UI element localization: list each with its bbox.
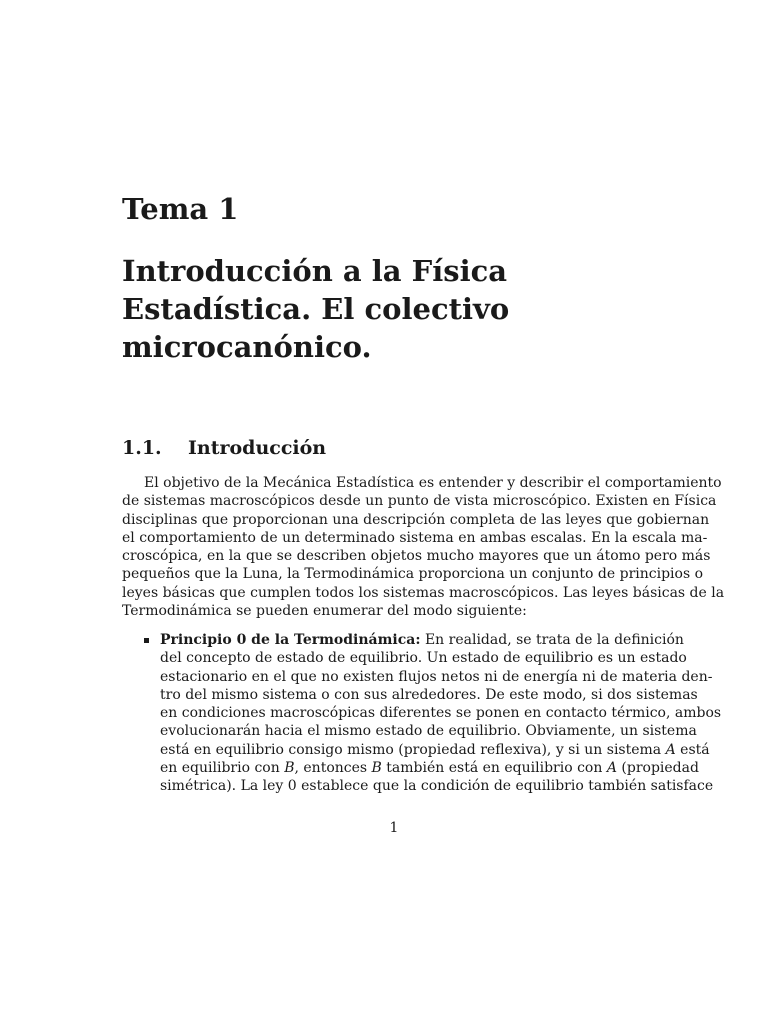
bullet-square-icon	[144, 638, 149, 643]
bullet-text	[160, 631, 722, 796]
section-number: 1.1.	[122, 437, 162, 459]
paragraph-line: Termodinámica se pueden enumerar del modo siguiente:	[122, 603, 527, 620]
paragraph-line: El objetivo de la Mecánica Estadística es entender y describir el comportamiento	[144, 475, 722, 491]
bullet-line: está en equilibrio consigo mismo (propiedad reflexiva), y si un sistema A está	[160, 741, 710, 758]
bullet-line: en equilibrio con B, entonces B también está en equilibrio con A (propiedad	[160, 760, 699, 777]
chapter-title	[122, 252, 662, 366]
bullet-line: del concepto de estado de equilibrio. Un estado de equilibrio es un estado	[160, 650, 687, 667]
chapter-title-line: Estadística. El colectivo	[122, 292, 510, 326]
bullet-line: tro del mismo sistema o con sus alrededores. De este modo, si dos sistemas	[160, 686, 698, 703]
math-variable: B	[284, 760, 295, 777]
intro-paragraph	[122, 474, 725, 620]
math-variable: A	[606, 760, 617, 777]
paragraph-line: el comportamiento de un determinado sistema en ambas escalas. En la escala ma-	[122, 529, 708, 546]
bullet-line: en condiciones macroscópicas diferentes se ponen en contacto térmico, ambos	[160, 705, 722, 722]
bullet-first-line-rest: En realidad, se trata de la definición	[420, 632, 684, 648]
paragraph-line: pequeños que la Luna, la Termodinámica proporciona un conjunto de principios o	[122, 566, 704, 583]
math-variable: A	[665, 741, 676, 758]
chapter-title-line: microcanónico.	[122, 330, 372, 364]
page-number: 1	[389, 820, 399, 836]
bullet-line: estacionario en el que no existen flujos netos ni de energía ni de materia den-	[160, 668, 713, 685]
paragraph-line: leyes básicas que cumplen todos los sistemas macroscópicos. Las leyes básicas de la	[122, 584, 725, 601]
bullet-line: evolucionarán hacia el mismo estado de equilibrio. Obviamente, un sistema	[160, 723, 697, 740]
bullet-line: simétrica). La ley 0 establece que la condición de equilibrio también satisface	[160, 778, 714, 795]
math-variable: B	[371, 760, 382, 777]
paragraph-line: de sistemas macroscópicos desde un punto de vista microscópico. Existen en Física	[122, 493, 717, 510]
bullet-first-line	[160, 631, 684, 649]
bullet-lead: Principio 0 de la Termodinámica:	[160, 632, 421, 648]
chapter-label: Tema 1	[122, 192, 239, 226]
paragraph-line: croscópica, en la que se describen objetos mucho mayores que un átomo pero más	[122, 548, 711, 565]
paragraph-line: disciplinas que proporcionan una descripción completa de las leyes que gobiernan	[122, 511, 710, 528]
chapter-title-line: Introducción a la Física	[122, 254, 508, 288]
section-title: Introducción	[188, 437, 327, 459]
section-heading	[122, 437, 326, 459]
